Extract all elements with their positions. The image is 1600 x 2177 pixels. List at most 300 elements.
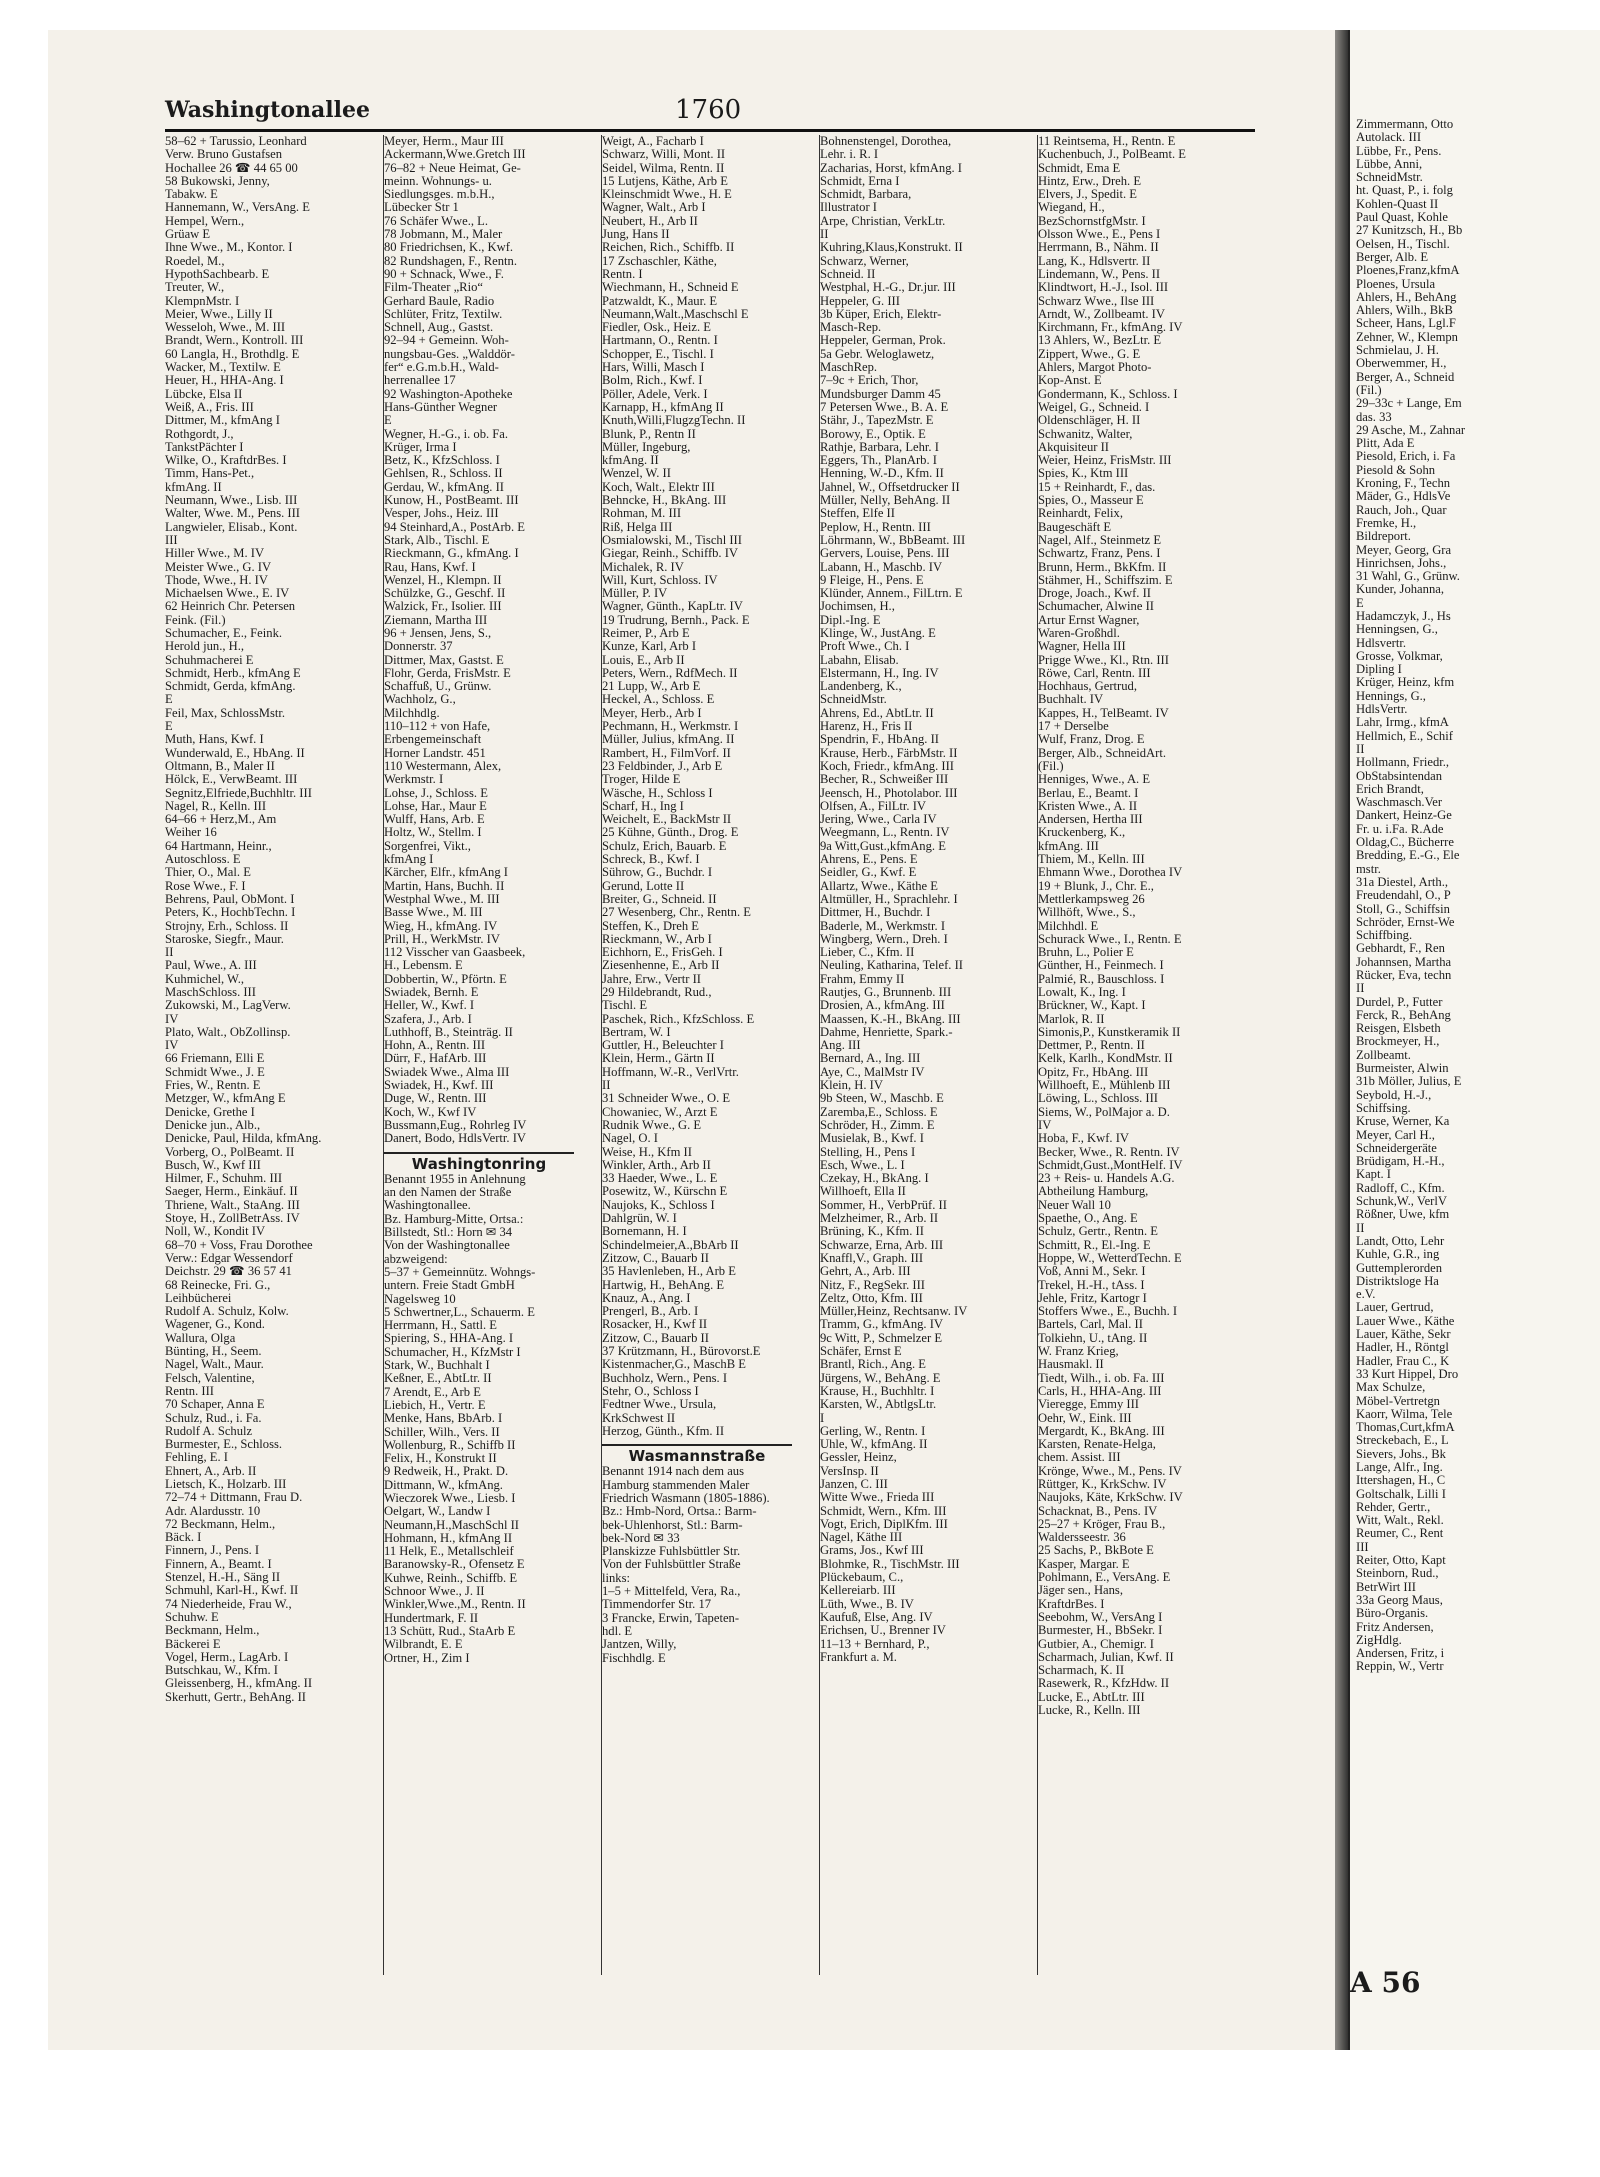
directory-entry: Treuter, W., [165, 280, 225, 295]
directory-entry: Felsch, Valentine, [165, 1370, 255, 1385]
directory-entry: Kasper, Margar. E [1038, 1556, 1130, 1571]
directory-entry: Heuer, H., HHA-Ang. I [165, 373, 284, 388]
directory-entry: Kuchenbuch, J., PolBeamt. E [1038, 147, 1186, 162]
directory-entry: IV [165, 1011, 179, 1026]
street-section-line: Planskizze Fuhlsbüttler Str. [602, 1544, 741, 1559]
directory-entry: H., Lebensm. E [384, 958, 463, 973]
street-section-line: bek-Nord ✉ 33 [602, 1530, 680, 1545]
adjacent-page-entry: Zimmermann, Otto [1356, 117, 1454, 131]
directory-entry: Dahme, Henriette, Spark.- [820, 1024, 953, 1039]
directory-entry: Uhle, W., kfmAng. II [820, 1437, 928, 1452]
directory-entry: Waren-Großhdl. [1038, 625, 1120, 640]
directory-entry: Ziesenhenne, E., Arb II [602, 958, 720, 973]
directory-entry: Luthhoff, B., Steinträg. II [384, 1024, 513, 1039]
directory-entry: II [602, 1078, 611, 1093]
directory-entry: Hölck, E., VerwBeamt. III [165, 772, 298, 787]
directory-entry: fer“ e.G.m.b.H., Wald- [384, 360, 499, 375]
directory-entry: Tolkiehn, U., tAng. II [1038, 1330, 1148, 1345]
directory-entry: Thier, O., Mal. E [165, 865, 251, 880]
directory-entry: Bünting, H., Seem. [165, 1344, 262, 1359]
adjacent-page-entry: Guttemplerorden [1356, 1260, 1443, 1275]
directory-entry: Schulz, Gertr., Rentn. E [1038, 1224, 1158, 1239]
directory-entry: 76 Schäfer Wwe., L. [384, 213, 488, 228]
directory-entry: Heckel, A., Schloss. E [602, 692, 715, 707]
street-section-line: Hamburg stammenden Maler [602, 1477, 750, 1492]
directory-entry: 29 Hildebrandt, Rud., [602, 985, 712, 999]
directory-column-5 [1037, 135, 1228, 1975]
directory-entry: 110 Westermann, Alex, [384, 758, 502, 773]
directory-entry: Winkler, Arth., Arb II [602, 1157, 711, 1172]
directory-entry: Dittmer, Max, Gastst. E [384, 652, 504, 667]
directory-entry: Heppeler, German, Prok. [820, 333, 946, 348]
directory-entry: Patzwaldt, K., Maur. E [602, 293, 718, 308]
directory-entry: Guttler, H., Beleuchter I [602, 1038, 724, 1053]
directory-entry: Osmialowski, M., Tischl III [602, 532, 742, 547]
directory-entry: Flohr, Gerda, FrisMstr. E [384, 665, 511, 680]
directory-entry: 64–66 + Herz,M., Am [165, 812, 277, 827]
directory-entry: Peters, K., HochbTechn. I [165, 905, 296, 920]
directory-entry: Beckmann, Helm., [165, 1623, 260, 1638]
directory-entry: Riß, Helga III [602, 519, 673, 534]
directory-entry: 23 Feldbinder, J., Arb E [602, 758, 723, 773]
directory-entry: Sommer, H., VerbPrüf. II [820, 1197, 947, 1212]
directory-entry: Gerhard Baule, Radio [384, 293, 495, 308]
directory-entry: Wilke, O., KraftdrBes. I [165, 453, 287, 468]
directory-entry: Schnell, Aug., Gastst. [384, 320, 494, 335]
directory-entry: Werkmstr. I [384, 772, 444, 787]
directory-entry: 21 Lupp, W., Arb E [602, 679, 701, 694]
adjacent-page-entry: Rehder, Gertr., [1356, 1499, 1431, 1514]
directory-entry: Rudnik Wwe., G. E [602, 1117, 702, 1132]
street-section-line: Schnoor Wwe., J. II [384, 1584, 485, 1599]
directory-entry: Neuer Wall 10 [1038, 1197, 1111, 1212]
adjacent-page-entry: Oelsen, H., Tischl. [1356, 236, 1450, 251]
directory-entry: Film-Theater „Rio“ [384, 280, 483, 295]
adjacent-page-entry: Lübbe, Fr., Pens. [1356, 143, 1442, 158]
directory-entry: Duge, W., Rentn. III [384, 1091, 487, 1106]
directory-entry: Segnitz,Elfriede,Buchhltr. III [165, 785, 312, 800]
street-section-line: bek-Uhlenhorst, Stl.: Barm- [602, 1517, 743, 1532]
directory-entry: Hochallee 26 ☎ 44 65 00 [165, 160, 298, 175]
directory-entry: Butschkau, W., Kfm. I [165, 1663, 278, 1678]
directory-entry: Akquisiteur II [1038, 439, 1109, 454]
directory-entry: Behrens, Paul, ObMont. I [165, 891, 295, 906]
directory-entry: Troger, Hilde E [602, 772, 681, 787]
directory-entry: Lieber, C., Kfm. II [820, 945, 915, 960]
directory-entry: Grams, Jos., Kwf III [820, 1543, 924, 1558]
directory-entry: 72 Beckmann, Helm., [165, 1516, 276, 1531]
directory-entry: Seidel, Wilma, Rentn. II [602, 160, 725, 175]
street-section-line: Von der Fuhlsbüttler Straße [602, 1557, 741, 1572]
directory-entry: Buchholz, Wern., Pens. I [602, 1370, 728, 1385]
directory-entry: MaschSchloss. III [165, 985, 256, 999]
directory-entry: Pohlmann, E., VersAng. E [1038, 1570, 1171, 1585]
directory-entry: BezSchornstfgMstr. I [1038, 213, 1146, 228]
directory-entry: Stähr, J., TapezMstr. E [820, 413, 934, 428]
directory-entry: 15 Lutjens, Käthe, Arb E [602, 173, 728, 188]
directory-entry: Langwieler, Elisab., Kont. [165, 519, 298, 534]
adjacent-page-entry: Johannsen, Martha [1356, 954, 1452, 969]
adjacent-page-entry: 27 Kunitzsch, H., Bb [1356, 223, 1463, 238]
directory-entry: Weiher 16 [165, 825, 217, 840]
directory-entry: Siedlungsges. m.b.H., [384, 187, 495, 202]
directory-entry: Krüger, Irma I [384, 439, 457, 454]
adjacent-page-entry: Stoll, G., Schiffsin [1356, 901, 1450, 916]
adjacent-page-entry: Henningsen, G., [1356, 622, 1438, 637]
directory-entry: Proft Wwe., Ch. I [820, 639, 910, 654]
adjacent-page-entry: II [1356, 741, 1365, 756]
adjacent-page-entry: Sievers, Johs., Bk [1356, 1446, 1446, 1461]
directory-entry: Schmidt, Wern., Kfm. III [820, 1503, 947, 1518]
directory-entry: Burmester, H., BbSekr. I [1038, 1623, 1163, 1638]
adjacent-page-entry: Kohlen-Quast II [1356, 196, 1439, 211]
directory-entry: Rieckmann, W., Arb I [602, 931, 712, 946]
directory-entry: Labann, H., Maschb. IV [820, 559, 943, 574]
adjacent-page-entry: Berger, Alb. E [1356, 249, 1429, 264]
adjacent-page-entry: Meyer, Carl H., [1356, 1127, 1435, 1142]
directory-entry: Karsten, W., AbtlgsLtr. [820, 1397, 937, 1412]
directory-entry: Wacker, M., Textilw. E [165, 360, 281, 375]
directory-entry: Musielak, B., Kwf. I [820, 1131, 924, 1146]
street-section-line: Hohmann, H., kfmAng II [384, 1530, 513, 1545]
directory-entry: Peplow, H., Rentn. III [820, 519, 931, 534]
directory-entry: Steffen, Elfe II [820, 506, 895, 521]
directory-entry: Hans-Günther Wegner [384, 399, 498, 414]
directory-entry: Prigge Wwe., Kl., Rtn. III [1038, 652, 1169, 667]
directory-entry: Meier, Wwe., Lilly II [165, 306, 273, 321]
adjacent-page-entry: Freudendahl, O., P [1356, 888, 1451, 903]
directory-entry: Zitzow, C., Bauarb II [602, 1330, 709, 1345]
directory-entry: Jeensch, H., Photolabor. III [820, 785, 958, 800]
directory-entry: Schülzke, G., Geschf. II [384, 586, 506, 601]
adjacent-page-entry: Streckebach, E., L [1356, 1433, 1449, 1448]
directory-entry: 27 Wesenberg, Chr., Rentn. E [602, 905, 751, 920]
adjacent-page-entry: Büro-Organis. [1356, 1606, 1429, 1621]
directory-entry: Gessler, Heinz, [820, 1450, 897, 1465]
directory-entry: Nagel, Käthe III [820, 1530, 903, 1545]
adjacent-page-entry: Ferck, R., BehAng [1356, 1007, 1451, 1022]
street-section-line: Friedrich Wasmann (1805-1886). [602, 1490, 770, 1505]
directory-entry: nungsbau-Ges. „Walddör- [384, 346, 515, 361]
adjacent-page-entry: Hennings, G., [1356, 688, 1426, 703]
directory-entry: Gerdau, W., kfmAng. II [384, 479, 504, 494]
directory-entry: Chowaniec, W., Arzt E [602, 1104, 718, 1119]
street-section-line: Bz.: Hmb-Nord, Ortsa.: Barm- [602, 1504, 757, 1519]
directory-entry: Vesper, Johs., Heiz. III [384, 506, 499, 521]
directory-entry: Kirchmann, Fr., kfmAng. IV [1038, 320, 1183, 335]
directory-entry: Rieckmann, G., kfmAng. I [384, 546, 519, 561]
directory-entry: Breiter, G., Schneid. II [602, 891, 717, 906]
directory-entry: Siems, W., PolMajor a. D. [1038, 1104, 1170, 1119]
adjacent-page-entry: Goltschalk, Lilli I [1356, 1486, 1446, 1501]
adjacent-page-entry: Meyer, Georg, Gra [1356, 542, 1452, 557]
directory-entry: Seebohm, W., VersAng I [1038, 1609, 1163, 1624]
directory-entry: Czekay, H., BkAng. I [820, 1171, 929, 1186]
directory-entry: Sührow, G., Buchdr. I [602, 865, 713, 880]
directory-entry: Feink. (Fil.) [165, 612, 226, 627]
directory-entry: Wingberg, Wern., Dreh. I [820, 931, 948, 946]
street-section-line: Timmendorfer Str. 17 [602, 1597, 712, 1612]
directory-entry: 13 Ahlers, W., BezLtr. E [1038, 333, 1162, 348]
directory-entry: Prill, H., WerkMstr. IV [384, 931, 500, 946]
directory-entry: Dahlgrün, W. I [602, 1211, 677, 1226]
adjacent-page-entry: Dipling I [1356, 662, 1402, 677]
directory-entry: Buchhalt. IV [1038, 692, 1104, 707]
directory-entry: Wesseloh, Wwe., M. III [165, 320, 286, 335]
directory-entry: Hochhaus, Gertrud, [1038, 679, 1137, 694]
directory-entry: Waldersseestr. 36 [1038, 1530, 1126, 1545]
street-section-line: Billstedt, Stl.: Horn ✉ 34 [384, 1225, 513, 1240]
directory-entry: 17 + Derselbe [1038, 719, 1109, 734]
directory-entry: 9b Steen, W., Maschb. E [820, 1091, 944, 1106]
directory-entry: Finnern, J., Pens. I [165, 1543, 260, 1558]
street-section-line: 7 Arendt, E., Arb E [384, 1384, 481, 1399]
directory-entry: Spaethe, O., Ang. E [1038, 1211, 1138, 1226]
directory-columns [165, 135, 1255, 1975]
directory-entry: Strojny, Erh., Schloss. II [165, 918, 289, 933]
directory-entry: Schwarz, Willi, Mont. II [602, 147, 726, 162]
adjacent-page-entries [1350, 30, 1600, 1674]
directory-entry: Schröder, H., Zimm. E [820, 1117, 935, 1132]
directory-entry: Rohman, M. III [602, 506, 682, 521]
directory-entry: Brandt, Wern., Kontroll. III [165, 333, 304, 348]
directory-entry: Verw. Bruno Gustafsen [165, 147, 283, 162]
directory-entry: Esch, Wwe., L. I [820, 1157, 905, 1172]
directory-entry: KraftdrBes. I [1038, 1596, 1105, 1611]
adjacent-page-entry: Lauer, Käthe, Sekr [1356, 1327, 1451, 1342]
street-section-line: Fischhdlg. E [602, 1650, 666, 1665]
directory-entry: Müller, P. IV [602, 586, 668, 601]
directory-entry: Denicke jun., Alb., [165, 1117, 261, 1132]
directory-entry: 80 Friedrichsen, K., Kwf. [384, 240, 514, 255]
adjacent-page-entry: ZigHdlg. [1356, 1632, 1402, 1647]
directory-entry: 5a Gebr. Weloglawetz, [820, 346, 935, 361]
directory-entry: Kärcher, Elfr., kfmAng I [384, 865, 508, 880]
directory-entry: Weiß, A., Fris. III [165, 399, 254, 414]
directory-entry: Weichelt, E., BackMstr II [602, 812, 732, 827]
directory-column-3 [601, 135, 792, 1975]
directory-entry: Müller,Heinz, Rechtsanw. IV [820, 1304, 968, 1319]
directory-entry: Herzog, Günth., Kfm. II [602, 1423, 725, 1438]
adjacent-page-entry: Schneidergeräte [1356, 1140, 1437, 1155]
directory-entry: Adr. Alardusstr. 10 [165, 1503, 261, 1518]
directory-entry: Dittmer, H., Buchdr. I [820, 905, 931, 920]
street-section-line: Baranowsky-R., Ofensetz E [384, 1557, 525, 1572]
directory-entry: 9 Fleige, H., Pens. E [820, 572, 924, 587]
directory-entry: Walter, Wwe. M., Pens. III [165, 506, 300, 521]
directory-entry: Schopper, E., Tischl. I [602, 346, 714, 361]
street-section-line: Keßner, E., AbtLtr. II [384, 1371, 492, 1386]
adjacent-page-entry: Mäder, G., HdlsVe [1356, 489, 1451, 504]
directory-entry: Nagel, Alf., Steinmetz E [1038, 532, 1162, 547]
street-section-line: Bz. Hamburg-Mitte, Ortsa.: [384, 1211, 524, 1226]
directory-entry: Wegner, H.-G., i. ob. Fa. [384, 426, 509, 441]
adjacent-page-entry: 31 Wahl, G., Grünw. [1356, 569, 1460, 584]
directory-entry: 58 Bukowski, Jenny, [165, 173, 270, 188]
directory-entry: Stelling, H., Pens I [820, 1144, 916, 1159]
directory-entry: Wagner, Walt., Arb I [602, 200, 706, 215]
directory-entry: Kelk, Karlh., KondMstr. II [1038, 1051, 1173, 1066]
directory-entry: Janzen, C. III [820, 1476, 888, 1491]
adjacent-page-entry: Hinrichsen, Johs., [1356, 555, 1447, 570]
directory-entry: Schuhw. E [165, 1609, 219, 1624]
directory-entry: Gutbier, A., Chemigr. I [1038, 1636, 1154, 1651]
directory-entry: Carls, H., HHA-Ang. III [1038, 1383, 1162, 1398]
directory-entry: IV [165, 1038, 179, 1053]
directory-entry: Ahlers, Margot Photo- [1038, 360, 1152, 375]
directory-entry: Gehrt, A., Arb. III [820, 1264, 911, 1279]
adjacent-page-entry: Ahlers, H., BehAng [1356, 289, 1457, 304]
directory-entry: Kuhmichel, W., [165, 971, 245, 986]
adjacent-page-entry: Fritz Andersen, [1356, 1619, 1434, 1634]
directory-entry: kfmAng. III [1038, 838, 1099, 853]
directory-entry: Günther, H., Feinmech. I [1038, 958, 1164, 973]
directory-entry: 66 Friemann, Elli E [165, 1051, 265, 1066]
directory-entry: Hoffmann, W.-R., VerlVrtr. [602, 1064, 739, 1079]
directory-entry: Jahre, Erw., Vertr II [602, 971, 701, 986]
adjacent-page-entry: Lauer Wwe., Käthe [1356, 1313, 1455, 1328]
directory-entry: Kunow, H., PostBeamt. III [384, 493, 519, 508]
directory-entry: Hempel, Wern., [165, 213, 245, 228]
adjacent-page-entry: BetrWirt III [1356, 1579, 1416, 1594]
directory-entry: Jochimsen, H., [820, 599, 895, 614]
directory-entry: Schmidt, Herb., kfmAng E [165, 665, 301, 680]
directory-entry: 60 Langla, H., Brothdlg. E [165, 346, 300, 361]
directory-entry: Bernard, A., Ing. III [820, 1051, 921, 1066]
directory-entry: Westphal Wwe., M. III [384, 891, 500, 906]
street-section-line: 5–37 + Gemeinnütz. Wohngs- [384, 1264, 536, 1279]
directory-entry: Dettmer, P., Rentn. II [1038, 1038, 1145, 1053]
directory-entry: Zippert, Wwe., G. E [1038, 346, 1141, 361]
directory-entry: 90 + Schnack, Wwe., F. [384, 266, 504, 281]
directory-entry: Artur Ernst Wagner, [1038, 612, 1140, 627]
adjacent-page-entry: Kroning, F., Techn [1356, 476, 1451, 491]
directory-entry: Basse Wwe., M. III [384, 905, 483, 920]
directory-entry: Staroske, Siegfr., Maur. [165, 931, 284, 946]
directory-entry: Stehr, O., Schloss I [602, 1383, 699, 1398]
page-number: 1760 [675, 95, 742, 125]
adjacent-page-entry: Lauer, Gertrud, [1356, 1300, 1434, 1315]
adjacent-page-entry: Ploenes,Franz,kfmA [1356, 263, 1460, 278]
directory-entry: Fiedler, Osk., Heiz. E [602, 320, 711, 335]
adjacent-page-entry: Radloff, C., Kfm. [1356, 1180, 1445, 1195]
street-section-line: untern. Freie Stadt GmbH [384, 1278, 515, 1293]
directory-entry: Becker, Wwe., R. Rentn. IV [1038, 1144, 1180, 1159]
directory-entry: kfmAng I [384, 852, 434, 867]
directory-entry: Plückebaum, C., [820, 1570, 904, 1585]
adjacent-page-entry: ObStabsintendan [1356, 768, 1443, 783]
directory-entry: Louis, E., Arb II [602, 652, 685, 667]
directory-entry: Kop-Anst. E [1038, 373, 1102, 388]
directory-entry: Masch-Rep. [820, 320, 882, 335]
directory-entry: Berger, Alb., SchneidArt. [1038, 745, 1166, 760]
street-section-line: 11 Helk, E., Metallschleif [384, 1544, 514, 1559]
directory-entry: Klindtwort, H.-J., Isol. III [1038, 280, 1169, 295]
directory-entry: Drosien, A., kfmAng. III [820, 998, 945, 1013]
adjacent-page-entry: Waschmasch.Ver [1356, 795, 1443, 810]
directory-entry: Stenzel, H.-H., Säng II [165, 1570, 281, 1585]
directory-entry: Tischl. E [602, 998, 648, 1013]
directory-entry: Michaelsen Wwe., E. IV [165, 586, 290, 601]
directory-entry: Olsson Wwe., E., Pens I [1038, 227, 1161, 242]
directory-entry: Wagner, Günth., KapLtr. IV [602, 599, 743, 614]
directory-entry: Harenz, H., Fris II [820, 719, 913, 734]
directory-entry: chem. Assist. III [1038, 1450, 1121, 1465]
adjacent-page-entry: Bildreport. [1356, 529, 1411, 544]
directory-entry: Fehling, E. I [165, 1450, 228, 1465]
directory-entry: Kappes, H., TelBeamt. IV [1038, 705, 1169, 720]
directory-entry: Schmidt, Barbara, [820, 187, 912, 202]
directory-entry: Bertram, W. I [602, 1024, 671, 1039]
street-section-line: Wilbrandt, E. E [384, 1637, 463, 1652]
directory-entry: Palmié, R., Bauschloss. I [1038, 971, 1165, 986]
directory-entry: Autoschloss. E [165, 852, 241, 867]
street-section-line: hdl. E [602, 1623, 633, 1638]
directory-entry: Kristen Wwe., A. II [1038, 798, 1138, 813]
directory-entry: Schmidt,Gust.,MontHelf. IV [1038, 1157, 1183, 1172]
directory-entry: Denicke, Grethe I [165, 1104, 255, 1119]
adjacent-page-entry: (Fil.) [1356, 382, 1382, 397]
directory-entry: Saeger, Herm., Einkäuf. II [165, 1184, 298, 1199]
directory-entry: Lübecker Str 1 [384, 200, 459, 215]
directory-entry: Altmüller, H., Sprachlehr. I [820, 891, 958, 906]
directory-entry: Koch, Walt., Elektr III [602, 479, 715, 494]
directory-entry: E [165, 719, 173, 734]
street-section-line: Menke, Hans, BbArb. I [384, 1411, 503, 1426]
adjacent-page-entry: Kruse, Werner, Ka [1356, 1114, 1450, 1129]
directory-entry: Wäsche, H., Schloss I [602, 785, 713, 800]
directory-entry: Bäck. I [165, 1530, 202, 1545]
directory-entry: Schuhmacherei E [165, 652, 254, 667]
directory-entry: Koch, W., Kwf IV [384, 1104, 477, 1119]
directory-entry: Donnerstr. 37 [384, 639, 453, 654]
directory-entry: Baderle, M., Werkmstr. I [820, 918, 946, 933]
street-section-line: Oelgart, W., Landw I [384, 1504, 491, 1519]
directory-entry: Opitz, Fr., HbAng. III [1038, 1064, 1149, 1079]
directory-entry: Lang, K., Hdlsvertr. II [1038, 253, 1151, 268]
directory-entry: Brückner, W., Kapt. I [1038, 998, 1146, 1013]
directory-entry: Zukowski, M., LagVerw. [165, 998, 291, 1013]
directory-entry: Neumann, Wwe., Lisb. III [165, 493, 298, 508]
adjacent-page-entry: Kuhle, G.R., ing [1356, 1247, 1440, 1262]
directory-entry: 82 Rundshagen, F., Rentn. [384, 253, 517, 268]
directory-entry: 78 Jobmann, M., Maler [384, 227, 503, 242]
directory-entry: Nagel, R., Kelln. III [165, 798, 267, 813]
directory-entry: Müller, Ingeburg, [602, 439, 691, 454]
directory-entry: Rasewerk, R., KfzHdw. II [1038, 1676, 1170, 1691]
directory-entry: Rambert, H., FilmVorf. II [602, 745, 731, 760]
directory-entry: Arndt, W., Zollbeamt. IV [1038, 306, 1165, 321]
directory-entry: Lohse, Har., Maur E [384, 798, 487, 813]
directory-entry: 11–13 + Bernhard, P., [820, 1636, 930, 1651]
directory-entry: Maassen, K.-H., BkAng. III [820, 1011, 961, 1026]
directory-entry: Tramm, G., kfmAng. IV [820, 1317, 944, 1332]
directory-entry: Swiadek, H., Kwf. III [384, 1078, 494, 1093]
directory-entry: Will, Kurt, Schloss. IV [602, 572, 718, 587]
directory-entry: IV [1038, 1117, 1052, 1132]
directory-entry: Wagener, G., Kond. [165, 1317, 265, 1332]
directory-entry: Oldenschläger, H. II [1038, 413, 1141, 428]
directory-entry: Krönge, Wwe., M., Pens. IV [1038, 1463, 1182, 1478]
adjacent-page-entry: Schmielau, J. H. [1356, 343, 1439, 358]
directory-entry: Betz, K., KfzSchloss. I [384, 453, 500, 468]
directory-entry: kfmAng. II [602, 453, 659, 468]
directory-entry: Schwarze, Erna, Arb. III [820, 1237, 944, 1252]
adjacent-page-entry: Schunk,W., VerlV [1356, 1194, 1447, 1209]
directory-entry: Schreck, B., Kwf. I [602, 852, 700, 867]
directory-entry: Kaufuß, Else, Ang. IV [820, 1609, 933, 1624]
adjacent-page-entry: 33 Kurt Hippel, Dro [1356, 1366, 1459, 1381]
